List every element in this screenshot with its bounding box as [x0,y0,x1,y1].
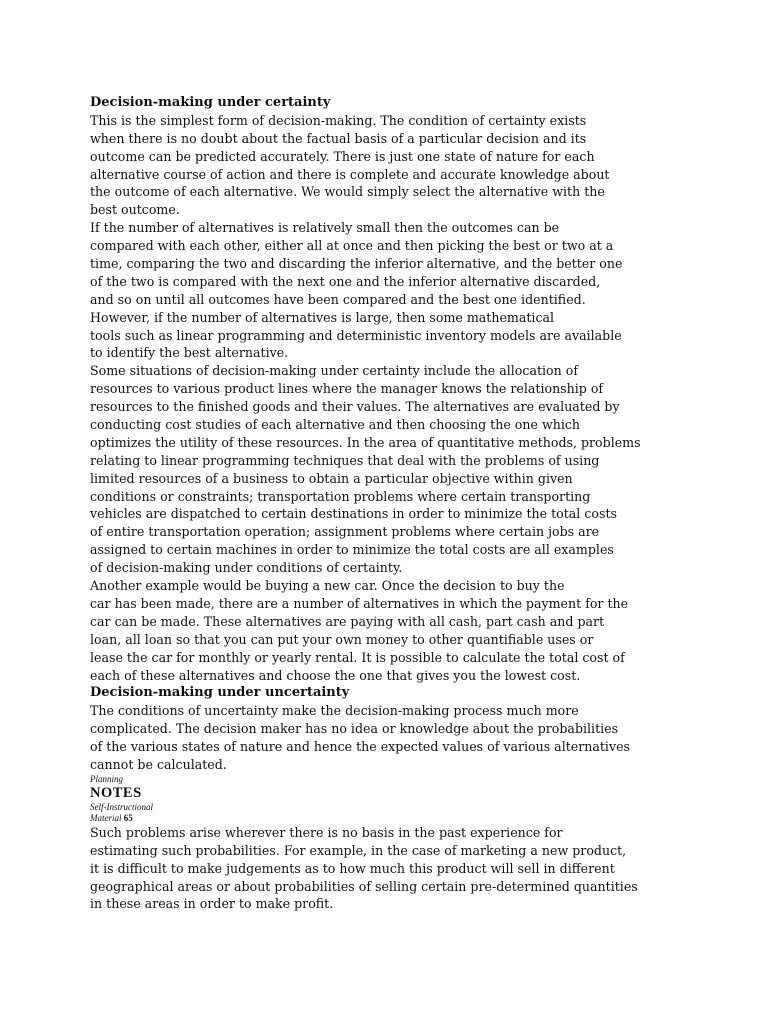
document-page [90,94,700,913]
text-line: If the number of alternatives is relatively small then the outcomes can be [90,220,560,236]
material-text: Material [90,812,122,823]
text-line: vehicles are dispatched to certain destinations in order to minimize the total costs [90,506,617,522]
self-instructional-label: Self-Instructional [90,801,153,812]
text-line: limited resources of a business to obtain a particular objective within given [90,470,573,486]
text-line: lease the car for monthly or yearly rental. It is possible to calculate the total cost of [90,649,625,665]
notes-label: NOTES [90,784,142,801]
text-line: loan, all loan so that you can put your own money to other quantifiable uses or [90,631,594,647]
text-line: of the various states of nature and hence the expected values of various alternatives [90,739,630,755]
text-line: of the two is compared with the next one and the inferior alternative discarded, [90,273,601,289]
section-heading-uncertainty: Decision-making under uncertainty [90,685,350,701]
text-line: However, if the number of alternatives is large, then some mathematical [90,309,555,325]
text-line: outcome can be predicted accurately. There is just one state of nature for each [90,148,595,164]
text-line: best outcome. [90,202,180,218]
text-line: resources to the finished goods and their values. The alternatives are evaluated by [90,399,620,415]
text-line: the outcome of each alternative. We would simply select the alternative with the [90,184,605,200]
continuation-body [90,824,700,913]
text-line: This is the simplest form of decision-making. The condition of certainty exists [90,112,587,128]
text-line: it is difficult to make judgements as to how much this product will sell in different [90,860,615,876]
text-line: car can be made. These alternatives are paying with all cash, part cash and part [90,613,605,629]
text-line: each of these alternatives and choose the one that gives you the lowest cost. [90,667,581,683]
text-line: and so on until all outcomes have been compared and the best one identified. [90,291,586,307]
text-line: resources to various product lines where the manager knows the relationship of [90,381,604,397]
text-line: Such problems arise wherever there is no basis in the past experience for [90,824,563,840]
text-line: in these areas in order to make profit. [90,896,334,912]
text-line: cannot be calculated. [90,756,227,772]
text-line: conditions or constraints; transportation problems where certain transporting [90,488,591,504]
text-line: of decision-making under conditions of certainty. [90,560,403,576]
section-heading-certainty: Decision-making under certainty [90,95,331,110]
margin-notes [90,774,700,824]
text-line: The conditions of uncertainty make the decision-making process much more [90,703,579,719]
text-line: Some situations of decision-making under certainty include the allocation of [90,363,578,379]
text-line: car has been made, there are a number of alternatives in which the payment for the [90,595,629,611]
text-line: time, comparing the two and discarding the inferior alternative, and the better one [90,256,623,272]
text-line: alternative course of action and there is complete and accurate knowledge about [90,166,610,182]
text-line: relating to linear programming techniques that deal with the problems of using [90,452,600,468]
text-line: estimating such probabilities. For example, in the case of marketing a new product, [90,842,627,858]
page-number: 65 [123,812,133,823]
text-line: conducting cost studies of each alternative and then choosing the one which [90,417,581,433]
text-line: of entire transportation operation; assignment problems where certain jobs are [90,524,600,540]
text-line: complicated. The decision maker has no idea or knowledge about the probabilities [90,721,619,737]
text-line: compared with each other, either all at once and then picking the best or two at a [90,238,614,254]
certainty-body [90,112,700,685]
text-line: geographical areas or about probabilities of selling certain pre-determined quantities [90,878,638,894]
text-line: optimizes the utility of these resources. In the area of quantitative methods, problems [90,434,641,450]
text-line: to identify the best alternative. [90,345,289,361]
text-line: assigned to certain machines in order to minimize the total costs are all examples [90,542,614,558]
uncertainty-body [90,702,700,774]
text-line: tools such as linear programming and deterministic inventory models are available [90,327,622,343]
text-line: when there is no doubt about the factual basis of a particular decision and its [90,130,587,146]
material-label [90,813,700,824]
running-header-planning: Planning [90,773,123,784]
text-line: Another example would be buying a new car. Once the decision to buy the [90,578,565,594]
